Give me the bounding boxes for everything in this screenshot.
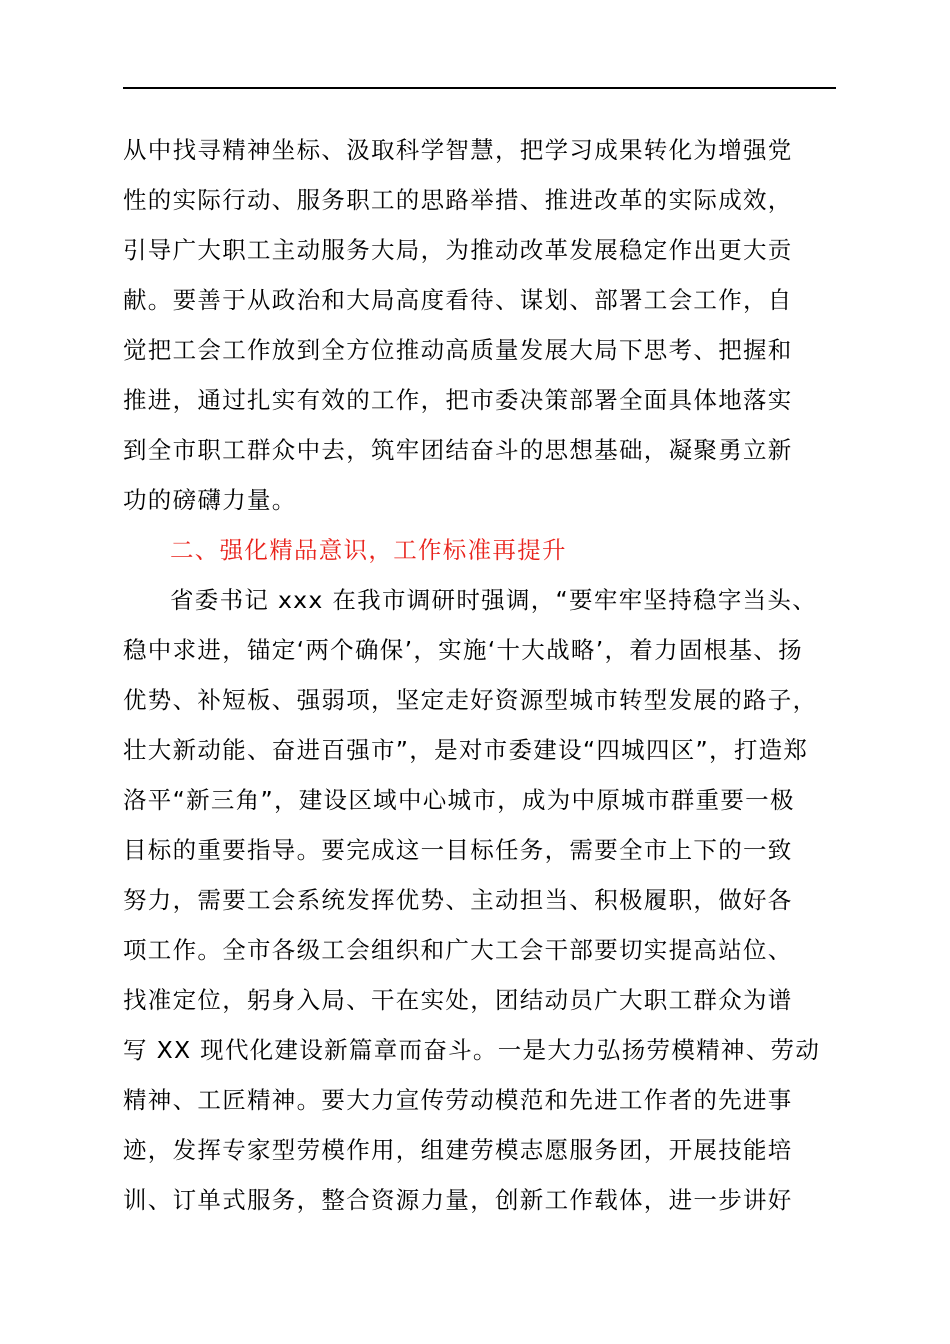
text-line: 找准定位，躬身入局、干在实处，团结动员广大职工群众为谱 [123, 986, 793, 1014]
text-line: 功的磅礴力量。 [123, 486, 297, 514]
text-line: 写 XX 现代化建设新篇章而奋斗。一是大力弘扬劳模精神、劳动 [123, 1036, 821, 1064]
text-line: 优势、补短板、强弱项，坚定走好资源型城市转型发展的路子， [123, 686, 818, 714]
text-line: 训、订单式服务，整合资源力量，创新工作载体，进一步讲好 [123, 1186, 793, 1214]
text-line: 省委书记 xxx 在我市调研时强调，“要牢牢坚持稳字当头、 [170, 586, 818, 614]
text-line: 壮大新动能、奋进百强市”，是对市委建设“四城四区”，打造郑 [123, 736, 809, 764]
header-rule [123, 87, 836, 89]
text-line: 迹，发挥专家型劳模作用，组建劳模志愿服务团，开展技能培 [123, 1136, 793, 1164]
body-text [123, 125, 853, 1225]
text-line: 精神、工匠精神。要大力宣传劳动模范和先进工作者的先进事 [123, 1086, 793, 1114]
text-line: 推进，通过扎实有效的工作，把市委决策部署全面具体地落实 [123, 386, 793, 414]
text-line: 项工作。全市各级工会组织和广大工会干部要切实提高站位、 [123, 936, 793, 964]
text-line: 稳中求进，锚定‘两个确保’，实施‘十大战略’，着力固根基、扬 [123, 636, 803, 664]
text-line: 努力，需要工会系统发挥优势、主动担当、积极履职，做好各 [123, 886, 793, 914]
text-line: 到全市职工群众中去，筑牢团结奋斗的思想基础，凝聚勇立新 [123, 436, 793, 464]
text-line: 引导广大职工主动服务大局，为推动改革发展稳定作出更大贡 [123, 236, 793, 264]
text-line: 献。要善于从政治和大局高度看待、谋划、部署工会工作，自 [123, 286, 793, 314]
text-line: 从中找寻精神坐标、汲取科学智慧，把学习成果转化为增强党 [123, 136, 793, 164]
text-line: 觉把工会工作放到全方位推动高质量发展大局下思考、把握和 [123, 336, 793, 364]
text-line: 洛平“新三角”，建设区域中心城市，成为中原城市群重要一极 [123, 786, 795, 814]
text-line: 目标的重要指导。要完成这一目标任务，需要全市上下的一致 [123, 836, 793, 864]
section-heading: 二、强化精品意识，工作标准再提升 [170, 536, 567, 564]
text-line: 性的实际行动、服务职工的思路举措、推进改革的实际成效， [123, 186, 793, 214]
